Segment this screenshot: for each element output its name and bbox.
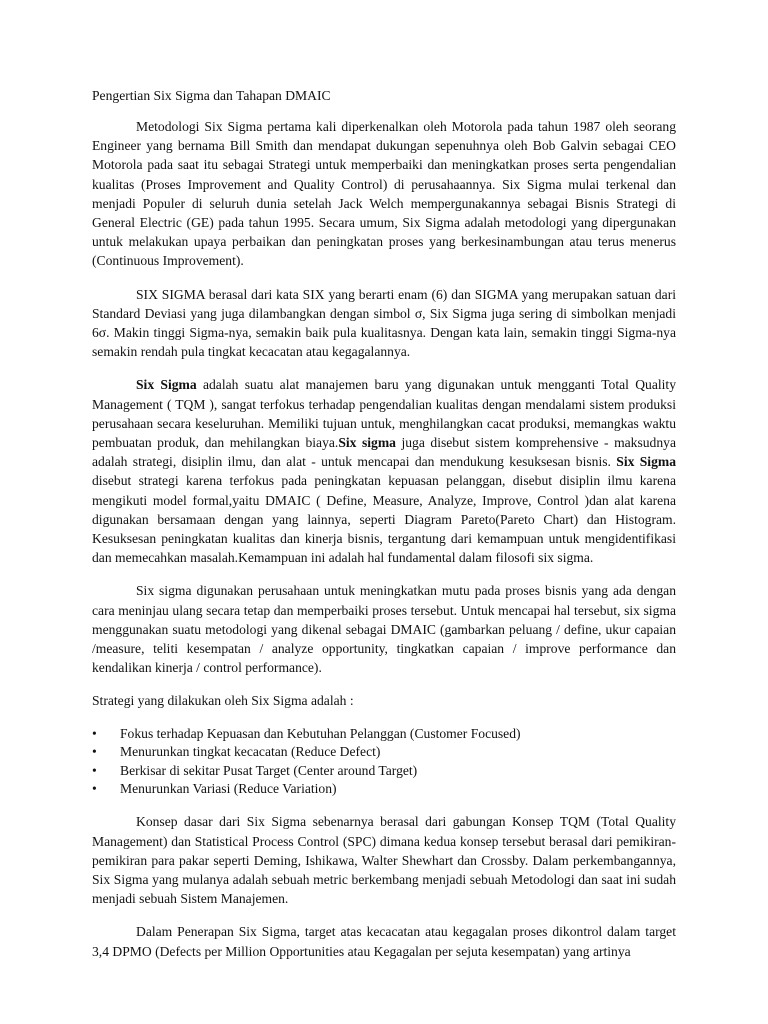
paragraph-management-tool [92,375,676,567]
strategy-list [92,725,676,799]
list-item [92,762,676,780]
bullet-icon: • [92,780,97,796]
paragraph-strategy-intro: Strategi yang dilakukan oleh Six Sigma adalah : [92,693,354,709]
paragraph-target: Dalam Penerapan Six Sigma, target atas kecacatan atau kegagalan proses dikontrol dalam target 3,4 DPMO (Defects per Million Opportunities atau Kegagalan per sejuta kesempatan) yang artinya [92,924,676,959]
bold-term: Six Sigma [616,454,676,470]
text-run: disebut strategi karena terfokus pada peningkatan kepuasan pelanggan, disebut disiplin ilmu karena mengikuti model formal,yaitu DMAIC ( Define, Measure, Analyze, Improve, Control )dan alat karena digunakan bersamaan dengan yang lainnya, seperti Diagram Pareto(Pareto Chart) dan Histogram. Kesuksesan peningkatan kualitas dan kinerja bisnis, tergantung dari kemampuan untuk mengidentifikasi dan memecahkan masalah.Kemampuan ini adalah hal fundamental dalam filosofi six sigma. [92,473,676,566]
list-item-text: Menurunkan tingkat kecacatan (Reduce Defect) [120,744,381,760]
bullet-icon: • [92,725,97,741]
list-item-text: Menurunkan Variasi (Reduce Variation) [120,780,337,796]
bold-term: Six sigma [338,435,396,451]
paragraph-concept: Konsep dasar dari Six Sigma sebenarnya berasal dari gabungan Konsep TQM (Total Quality Management) dan Statistical Process Control (SPC) dimana kedua konsep tersebut berasal dari pemikiran-pemikiran para pakar seperti Deming, Ishikawa, Walter Shewhart dan Crossby. Dalam perkembangannya, Six Sigma yang mulanya adalah sebuah metric berkembang menjadi sebuah Metodologi dan saat ini sudah menjadi sebuah Sistem Manajemen. [92,814,676,907]
page-title: Pengertian Six Sigma dan Tahapan DMAIC [92,88,331,103]
text-run: adalah suatu alat manajemen baru yang digunakan untuk mengganti Total Quality Management ( TQM ), sangat terfokus terhadap pengendalian kualitas dengan mendalami sistem produksi perusahaan secara keseluruhan. Memiliki tujuan untuk, menghilangkan cacat produksi, memangkas waktu pembuatan produk, dan mehilangkan biaya. [92,377,676,451]
list-item [92,725,676,743]
list-item-text: Berkisar di sekitar Pusat Target (Center around Target) [120,762,418,778]
bullet-icon: • [92,744,97,760]
paragraph-history: Metodologi Six Sigma pertama kali diperkenalkan oleh Motorola pada tahun 1987 oleh seorang Engineer yang bernama Bill Smith dan mendapat dukungan sepenuhnya oleh Bob Galvin sebagai CEO Motorola pada saat itu sebagai Strategi untuk memperbaiki dan meningkatkan proses serta pengendalian kualitas (Proses Improvement and Quality Control) di perusahaannya. Six Sigma mulai terkenal dan menjadi Populer di seluruh dunia setelah Jack Welch mempergunakannya sebagai Bisnis Strategi di General Electric (GE) pada tahun 1995. Secara umum, Six Sigma adalah metodologi yang dipergunakan untuk melakukan upaya perbaikan dan peningkatan proses yang berkesinambungan atau terus menerus (Continuous Improvement). [92,119,676,269]
bullet-icon: • [92,762,97,778]
bold-term: Six Sigma [136,377,197,393]
list-item [92,743,676,761]
text-run: juga disebut sistem komprehensive - maksudnya adalah strategi, disiplin ilmu, dan alat - untuk mencapai dan mendukung kesuksesan bisnis. [92,435,676,470]
paragraph-definition: SIX SIGMA berasal dari kata SIX yang berarti enam (6) dan SIGMA yang merupakan satuan dari Standard Deviasi yang juga dilambangkan dengan simbol σ, Six Sigma juga sering di simbolkan menjadi 6σ. Makin tinggi Sigma-nya, semakin baik pula kualitasnya. Dengan kata lain, semakin tinggi Sigma-nya semakin rendah pula tingkat kecacatan atau kegagalannya. [92,286,676,360]
list-item [92,780,676,798]
list-item-text: Fokus terhadap Kepuasan dan Kebutuhan Pelanggan (Customer Focused) [120,725,521,741]
paragraph-dmaic: Six sigma digunakan perusahaan untuk meningkatkan mutu pada proses bisnis yang ada dengan cara meninjau ulang secara tetap dan memperbaiki proses tersebut. Untuk mencapai hal tersebut, six sigma menggunakan suatu metodologi yang dikenal sebagai DMAIC (gambarkan peluang / define, ukur capaian /measure, teliti kesempatan / analyze opportunity, tingkatkan capaian / improve performance dan kendalikan kinerja / control performance). [92,583,676,676]
